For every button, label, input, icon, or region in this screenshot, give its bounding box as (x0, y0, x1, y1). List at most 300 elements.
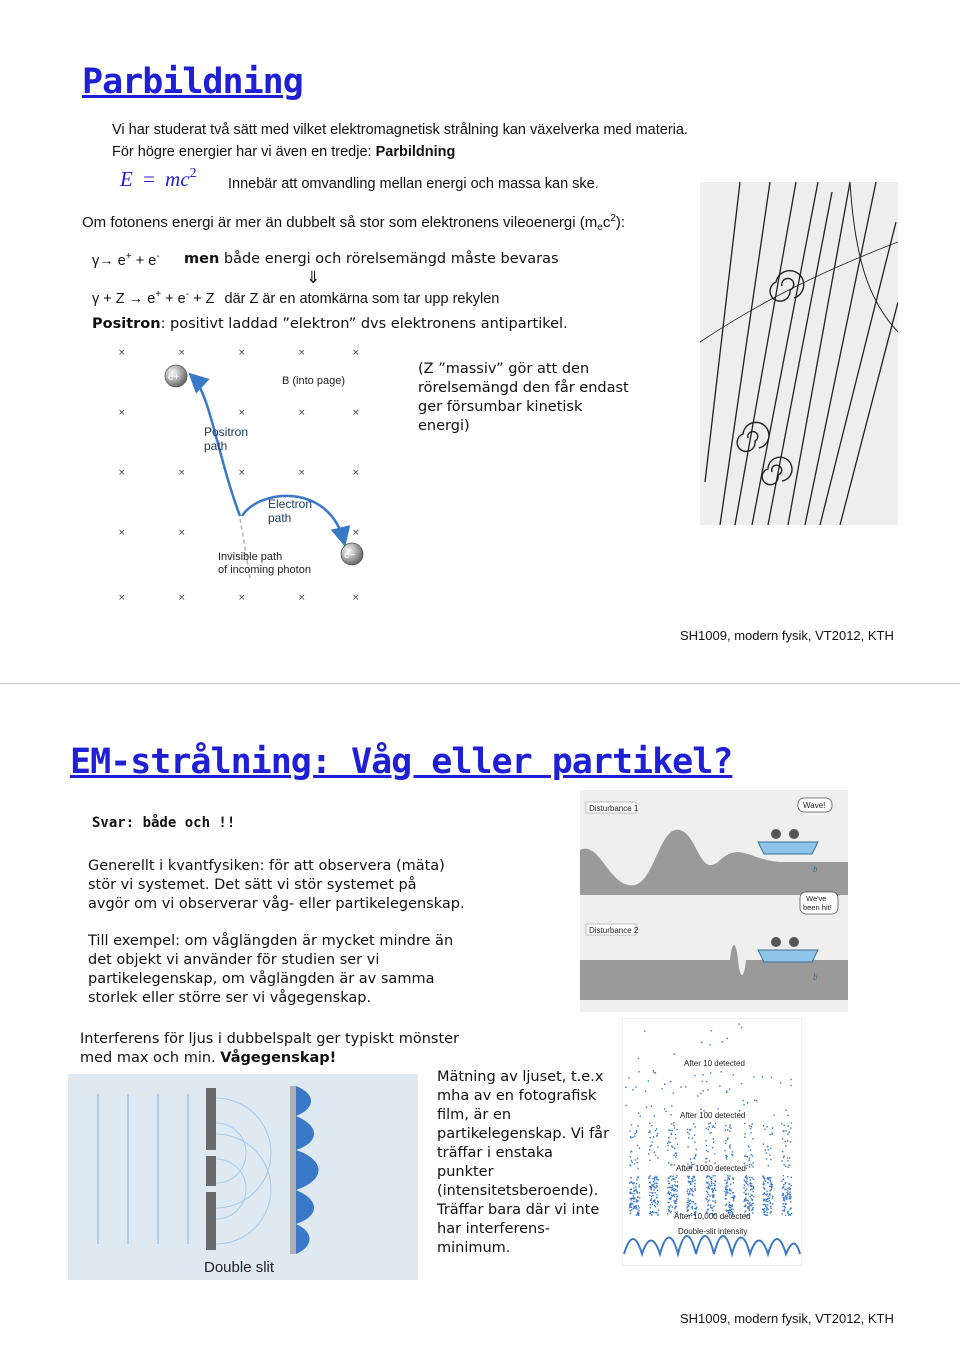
arrow-icon-2: → (128, 291, 144, 307)
detection-dot (636, 1207, 637, 1208)
detection-dot (654, 1152, 655, 1153)
detection-dot (632, 1193, 633, 1194)
detection-dot (639, 1148, 640, 1149)
detection-dot (785, 1166, 786, 1167)
detection-dot (657, 1190, 658, 1191)
detection-dot (766, 1191, 767, 1192)
detection-dot (749, 1164, 750, 1165)
detection-dot (787, 1157, 788, 1158)
svg-text:×: × (118, 348, 126, 358)
detection-dot (770, 1184, 771, 1185)
detection-dot (630, 1210, 631, 1211)
detection-dot (658, 1179, 659, 1180)
detection-dot (790, 1194, 791, 1195)
detection-dot (729, 1210, 730, 1211)
detection-dot (654, 1189, 655, 1190)
detection-dot (727, 1186, 728, 1187)
detection-dot (692, 1188, 693, 1189)
detection-dot (675, 1152, 676, 1153)
detection-dot (789, 1157, 790, 1158)
men-rest: både energi och rörelsemängd måste bevaras (219, 251, 559, 267)
detection-dot (673, 1194, 674, 1195)
detection-dot (752, 1123, 753, 1124)
detection-dot (767, 1214, 768, 1215)
paragraph-line: stör vi systemet. Det sätt vi stör systemet på (88, 877, 417, 893)
detection-dot (695, 1208, 696, 1209)
detection-dot (753, 1076, 754, 1077)
detection-dot (637, 1162, 638, 1163)
detection-dot (729, 1126, 730, 1127)
detection-dot (788, 1187, 789, 1188)
detection-dot (629, 1130, 630, 1131)
detection-dot (713, 1138, 714, 1139)
detection-dot (743, 1100, 744, 1101)
positron-symbol: e (117, 253, 126, 269)
detection-dot (763, 1209, 764, 1210)
svg-text:×: × (238, 593, 246, 603)
double-slit-label: Double slit (204, 1259, 275, 1276)
detection-dot (651, 1106, 652, 1107)
detection-dot (694, 1176, 695, 1177)
detection-dot (656, 1135, 657, 1136)
detection-dot (651, 1189, 652, 1190)
detection-dot (674, 1127, 675, 1128)
detection-dot (648, 1178, 649, 1179)
condition-sub: e (597, 222, 603, 233)
detection-dot (667, 1150, 668, 1151)
reaction-2-note: där Z är en atomkärna som tar upp rekylen (224, 291, 500, 307)
slide-em-stralning (0, 684, 960, 1367)
detection-dot (714, 1153, 715, 1154)
detection-dot (654, 1182, 655, 1183)
detection-dot (786, 1197, 787, 1198)
positron-rest: : positivt laddad ”elektron” dvs elektronens antipartikel. (160, 316, 568, 332)
detection-dot (753, 1162, 754, 1163)
detection-dot (783, 1186, 784, 1187)
detection-dot (694, 1186, 695, 1187)
detection-dot (668, 1177, 669, 1178)
detection-dot (656, 1197, 657, 1198)
detection-dot (753, 1179, 754, 1180)
detection-dot (652, 1211, 653, 1212)
detection-dot (654, 1179, 655, 1180)
detection-dot (719, 1085, 720, 1086)
detection-dot (725, 1195, 726, 1196)
detection-dot (753, 1196, 754, 1197)
detection-dot (690, 1183, 691, 1184)
detection-dot (784, 1200, 785, 1201)
detection-dot (746, 1180, 747, 1181)
detection-dot (651, 1192, 652, 1193)
detection-dot (637, 1168, 638, 1169)
detection-dot (767, 1212, 768, 1213)
detection-dot (752, 1138, 753, 1139)
detection-dot (631, 1160, 632, 1161)
detection-dot (633, 1198, 634, 1199)
detection-dot (791, 1122, 792, 1123)
detection-dot (673, 1093, 674, 1094)
detection-dot (639, 1192, 640, 1193)
detection-dot (750, 1189, 751, 1190)
plus-symbol-2: + (165, 291, 174, 307)
detection-dot (671, 1179, 672, 1180)
detection-dot (744, 1133, 745, 1134)
detection-dot (695, 1155, 696, 1156)
detection-dot (709, 1185, 710, 1186)
interference-line-1: Interferens för ljus i dubbelspalt ger typiskt mönster (80, 1031, 460, 1047)
down-arrow-icon: ⇓ (306, 268, 321, 288)
detection-dot (764, 1193, 765, 1194)
detection-dot (725, 1188, 726, 1189)
detection-dot (709, 1160, 710, 1161)
bubble-chamber-photo (700, 182, 898, 525)
detection-dot (635, 1190, 636, 1191)
massiv-note (418, 360, 629, 436)
detection-dot (667, 1187, 668, 1188)
intensity-label: Double-slit intensity (678, 1227, 748, 1236)
detection-dot (687, 1204, 688, 1205)
svg-text:×: × (352, 528, 360, 538)
detection-dot (785, 1110, 786, 1111)
detection-dot (690, 1188, 691, 1189)
detection-dot (648, 1080, 649, 1081)
detection-dot (674, 1200, 675, 1201)
detection-dot (694, 1157, 695, 1158)
detection-dot (692, 1180, 693, 1181)
detection-dot (746, 1165, 747, 1166)
detection-dot (746, 1189, 747, 1190)
detection-dot (671, 1211, 672, 1212)
measurement-line: punkter (437, 1164, 494, 1180)
detection-dot (791, 1185, 792, 1186)
svg-text:×: × (238, 408, 246, 418)
condition-sup: 2 (610, 213, 616, 224)
detection-dot (771, 1185, 772, 1186)
detection-dot (732, 1192, 733, 1193)
intro-line-1: Vi har studerat två sätt med vilket elektromagnetisk strålning kan växelverka med materia. (112, 122, 688, 138)
detection-dot (636, 1209, 637, 1210)
detection-dot (785, 1182, 786, 1183)
detection-dot (692, 1191, 693, 1192)
detection-dot (729, 1202, 730, 1203)
detection-dot (669, 1130, 670, 1131)
detection-dot (764, 1204, 765, 1205)
detection-dot (773, 1115, 774, 1116)
detection-dot (635, 1186, 636, 1187)
detection-dot (746, 1178, 747, 1179)
detection-dot (638, 1210, 639, 1211)
detection-dot (725, 1155, 726, 1156)
detection-dot (765, 1204, 766, 1205)
svg-text:×: × (298, 408, 306, 418)
detection-dot (788, 1183, 789, 1184)
detection-dot (631, 1198, 632, 1199)
screen (290, 1086, 296, 1254)
detection-dot (692, 1195, 693, 1196)
detection-dot (693, 1123, 694, 1124)
detection-dot (752, 1209, 753, 1210)
detection-dot (789, 1165, 790, 1166)
detection-dot (770, 1159, 771, 1160)
detection-dot (752, 1212, 753, 1213)
after-10-label: After 10 detected (684, 1059, 745, 1068)
detection-dot (630, 1192, 631, 1193)
detection-dot (691, 1207, 692, 1208)
interference-line-2-text: med max och min. (80, 1050, 221, 1066)
detection-dot (687, 1176, 688, 1177)
detection-dot (706, 1158, 707, 1159)
detection-dot (769, 1177, 770, 1178)
positron-definition (92, 316, 568, 332)
detection-dot (656, 1128, 657, 1129)
detection-dot (765, 1194, 766, 1195)
detection-dot (661, 1088, 662, 1089)
positron-charge: + (125, 251, 132, 262)
boat-1-letter: b (813, 864, 818, 874)
invisible-path-label-2: of incoming photon (218, 564, 311, 576)
invisible-path-label: Invisible path (218, 551, 283, 563)
detection-dot (709, 1044, 710, 1045)
detection-dot (747, 1156, 748, 1157)
measurement-line: film, är en (437, 1107, 512, 1123)
detection-dot (785, 1203, 786, 1204)
detection-dot (707, 1176, 708, 1177)
detection-dot (785, 1189, 786, 1190)
detection-dot (651, 1184, 652, 1185)
detection-dot (725, 1125, 726, 1126)
detection-dot (772, 1134, 773, 1135)
equation-note: Innebär att omvandling mellan energi och massa kan ske. (228, 176, 599, 192)
detection-dot (650, 1175, 651, 1176)
detection-dot (786, 1192, 787, 1193)
detection-dot (693, 1201, 694, 1202)
detection-dot (650, 1207, 651, 1208)
detection-dot (672, 1178, 673, 1179)
detection-dot (632, 1203, 633, 1204)
detection-dot (651, 1214, 652, 1215)
detection-dot (657, 1214, 658, 1215)
measurement-line: träffar i enstaka (437, 1145, 553, 1161)
detection-dot (668, 1162, 669, 1163)
detection-dot (677, 1181, 678, 1182)
detection-dot (730, 1184, 731, 1185)
detection-dot (633, 1187, 634, 1188)
detection-dot (668, 1180, 669, 1181)
detection-dot (649, 1192, 650, 1193)
detection-dot (644, 1031, 645, 1032)
reaction-2 (92, 289, 499, 307)
detection-dot (727, 1137, 728, 1138)
paragraph-line: avgör om vi observerar våg- eller partikelegenskap. (88, 896, 465, 912)
detection-dot (763, 1187, 764, 1188)
detection-dot (768, 1196, 769, 1197)
detection-dot (772, 1196, 773, 1197)
detection-dot (636, 1132, 637, 1133)
after-100-label: After 100 detected (680, 1111, 746, 1120)
detection-dot (744, 1156, 745, 1157)
detection-dot (767, 1204, 768, 1205)
detection-dot (658, 1209, 659, 1210)
detection-dot (676, 1177, 677, 1178)
detection-dot (725, 1143, 726, 1144)
detection-dot (729, 1193, 730, 1194)
detection-dot (628, 1077, 629, 1078)
detection-dot (657, 1157, 658, 1158)
detection-dot (629, 1205, 630, 1206)
detection-dot (752, 1203, 753, 1204)
detection-dot (655, 1206, 656, 1207)
detection-dot (784, 1211, 785, 1212)
detection-dot (746, 1177, 747, 1178)
detection-dot (783, 1178, 784, 1179)
detection-dot (640, 1116, 641, 1117)
detection-dot (786, 1195, 787, 1196)
detection-dot (676, 1175, 677, 1176)
detection-dot (651, 1196, 652, 1197)
detection-dot (749, 1160, 750, 1161)
detection-dot (791, 1177, 792, 1178)
boat-2 (758, 950, 818, 962)
detection-dot (713, 1183, 714, 1184)
detection-dot (638, 1212, 639, 1213)
detection-dot (707, 1188, 708, 1189)
detection-dot (748, 1146, 749, 1147)
detection-dot (785, 1145, 786, 1146)
detection-dot (709, 1183, 710, 1184)
detection-dot (787, 1115, 788, 1116)
detection-dot (749, 1203, 750, 1204)
detection-dot (667, 1143, 668, 1144)
detection-dot (711, 1177, 712, 1178)
detection-dot (747, 1102, 748, 1103)
detection-dot (769, 1155, 770, 1156)
detection-dot (752, 1191, 753, 1192)
detection-dot (727, 1192, 728, 1193)
detection-dot (788, 1215, 789, 1216)
detection-dot (669, 1183, 670, 1184)
detection-dot (645, 1090, 646, 1091)
detection-dot (733, 1182, 734, 1183)
detection-dot (744, 1123, 745, 1124)
detection-dot (690, 1181, 691, 1182)
svg-text:×: × (118, 593, 126, 603)
electron-path-label-2: path (268, 511, 292, 525)
detection-dot (710, 1122, 711, 1123)
detection-dot (711, 1181, 712, 1182)
detection-dot (764, 1179, 765, 1180)
condition-text (82, 213, 625, 233)
svg-text:×: × (352, 408, 360, 418)
detection-dot (656, 1177, 657, 1178)
detection-dot (781, 1123, 782, 1124)
measurement-line: Träffar bara där vi inte (437, 1202, 600, 1218)
detection-dot (787, 1188, 788, 1189)
massiv-line: energi) (418, 418, 470, 434)
detection-dot (724, 1191, 725, 1192)
detection-dot (631, 1177, 632, 1178)
detection-dot (689, 1193, 690, 1194)
svg-text:×: × (238, 348, 246, 358)
detection-dot (744, 1200, 745, 1201)
detection-dot (670, 1197, 671, 1198)
svg-text:×: × (298, 593, 306, 603)
detection-dot (772, 1197, 773, 1198)
detection-dot (708, 1123, 709, 1124)
detection-dot (701, 1042, 702, 1043)
eq-exponent: 2 (189, 166, 197, 181)
detection-dot (769, 1198, 770, 1199)
detection-dot (694, 1203, 695, 1204)
measurement-line: har interferens- (437, 1221, 550, 1237)
detection-dot (715, 1202, 716, 1203)
detection-dot (656, 1194, 657, 1195)
detection-dot (744, 1180, 745, 1181)
detection-dot (654, 1178, 655, 1179)
detection-dot (744, 1199, 745, 1200)
detection-dot (702, 1081, 703, 1082)
detection-dot (675, 1185, 676, 1186)
detection-dot (653, 1212, 654, 1213)
detection-dot (670, 1081, 671, 1082)
detection-dot (636, 1179, 637, 1180)
disturbance-1-label: Disturbance 1 (589, 804, 639, 813)
detection-dot (673, 1125, 674, 1126)
detection-dot (712, 1126, 713, 1127)
detection-dot (767, 1201, 768, 1202)
positron-path-label: Positron (204, 425, 249, 439)
detection-dot (632, 1183, 633, 1184)
detection-dot (747, 1202, 748, 1203)
detection-dot (782, 1210, 783, 1211)
detection-dot (687, 1202, 688, 1203)
detection-dot (750, 1196, 751, 1197)
detection-dot (629, 1183, 630, 1184)
detection-dot (668, 1209, 669, 1210)
detection-dot (781, 1181, 782, 1182)
detection-dot (687, 1193, 688, 1194)
been-hit-text-2: been hit! (803, 903, 832, 912)
detection-dot (653, 1072, 654, 1073)
detection-dot (750, 1132, 751, 1133)
detection-dot (649, 1149, 650, 1150)
detection-dot (751, 1177, 752, 1178)
detection-dot (787, 1194, 788, 1195)
detection-dot (713, 1125, 714, 1126)
detection-dot (630, 1137, 631, 1138)
detection-dot (629, 1207, 630, 1208)
massiv-line: rörelsemängd den får endast (418, 380, 629, 396)
detection-dot (649, 1204, 650, 1205)
detection-dot (733, 1200, 734, 1201)
interference-line-2 (80, 1049, 459, 1068)
detection-dot (667, 1213, 668, 1214)
detection-dot (789, 1196, 790, 1197)
svg-text:×: × (178, 468, 186, 478)
detection-dot (763, 1181, 764, 1182)
positron-charge-2: + (155, 289, 162, 300)
b-field-label: B (into page) (282, 375, 345, 387)
detection-dot (787, 1167, 788, 1168)
detection-dot (705, 1198, 706, 1199)
detection-dot (651, 1125, 652, 1126)
detection-dot (714, 1180, 715, 1181)
detection-dot (783, 1184, 784, 1185)
detection-dot (711, 1030, 712, 1031)
detection-dot (749, 1177, 750, 1178)
detection-dot (787, 1140, 788, 1141)
detection-dot (790, 1208, 791, 1209)
detection-dot (632, 1162, 633, 1163)
